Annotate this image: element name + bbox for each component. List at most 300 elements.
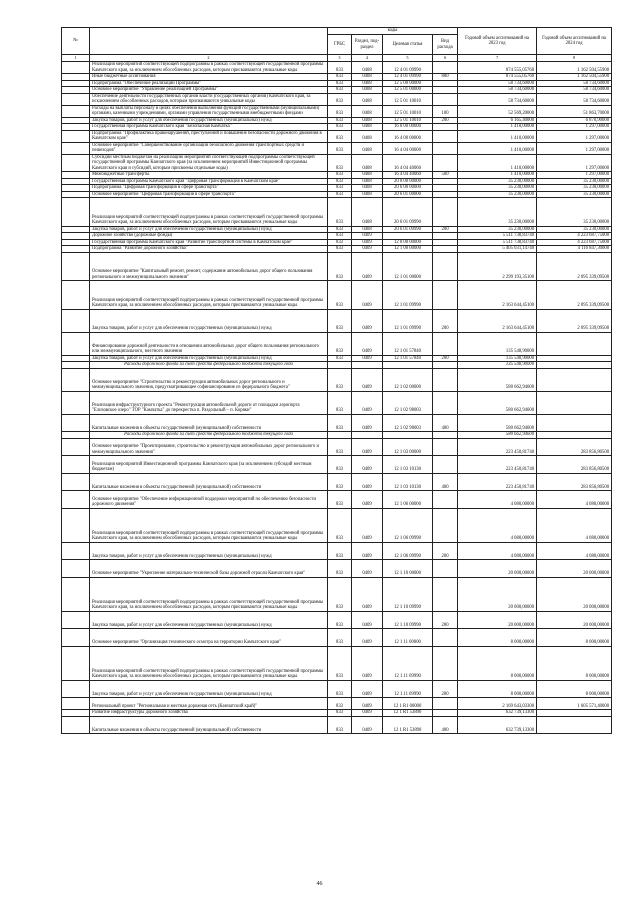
table-row (62, 130, 612, 142)
table-row (62, 710, 612, 717)
cell-section: 0409 (352, 368, 383, 391)
cell-kind: 400 (433, 716, 458, 734)
cell-target: 12 1 10 00000 (383, 560, 433, 578)
cell-kind (433, 281, 458, 310)
cell-grbs: 833 (328, 508, 352, 542)
cell-grbs: 833 (328, 710, 352, 717)
cell-number (62, 105, 90, 117)
cell-amount-2024: 8 000,00000 (537, 646, 612, 680)
budget-table (61, 27, 612, 734)
table-row (62, 716, 612, 734)
column-header-kind: Вид расхода (433, 35, 458, 55)
cell-name: Региональный проект "Региональная и местная дорожная сеть (Камчатский край)" (90, 698, 328, 710)
cell-amount-2023: 4 080,00000 (458, 491, 537, 509)
cell-kind (433, 508, 458, 542)
cell-amount-2023: 35 230,00000 (458, 178, 537, 185)
cell-amount-2024: 6 870,90000 (537, 117, 612, 124)
cell-kind (433, 368, 458, 391)
cell-name: Расходы дорожного фонда за счет средств федерального бюджета текущего года (90, 362, 328, 369)
cell-number (62, 611, 90, 629)
cell-name: Реализация мероприятий соответствующей подпрограммы в рамках соответствующей государственной программы Камчатского края, за исключением обособленных расходов, которым присваиваются уникальные коды (90, 62, 328, 74)
cell-number (62, 491, 90, 509)
cell-name: Реализация мероприятий соответствующей подпрограммы в рамках соответствующей государственной программы Камчатского края, за исключением обособленных расходов, которым присваиваются уникальные коды (90, 198, 328, 227)
table-row (62, 246, 612, 253)
cell-amount-2024: 2 095 339,09500 (537, 281, 612, 310)
cell-name: Основное мероприятие "Капитальный ремонт, ремонт, содержание автомобильных дорог общего пользования регионального и межмуниципального значения" (90, 252, 328, 281)
table-row (62, 93, 612, 105)
cell-target: 16 4 04 40060 (383, 172, 433, 179)
cell-name: Закупка товаров, работ и услуг для обеспечения государственных (муниципальных) нужд (90, 680, 328, 698)
cell-amount-2024: 35 230,00000 (537, 226, 612, 233)
cell-grbs: 833 (328, 178, 352, 185)
table-row (62, 646, 612, 680)
cell-amount-2023: 580 662,94600 (458, 414, 537, 432)
cell-amount-2024: 35 230,00000 (537, 191, 612, 198)
column-number: 2 (90, 55, 328, 62)
cell-amount-2024: 35 230,00000 (537, 198, 612, 227)
cell-name: Основное мероприятие "Строительство и реконструкция автомобильных дорог регионального и межмуниципального значения, предусматривающее софинансирование из федерального бюджета" (90, 368, 328, 391)
cell-amount-2023: 5 405 031,14740 (458, 246, 537, 253)
table-row (62, 542, 612, 560)
cell-section: 0409 (352, 716, 383, 734)
column-number: 4 (352, 55, 383, 62)
cell-amount-2024: 1 297,00000 (537, 142, 612, 154)
table-row (62, 680, 612, 698)
cell-section: 0408 (352, 198, 383, 227)
cell-kind (433, 93, 458, 105)
cell-number (62, 252, 90, 281)
cell-grbs: 833 (328, 198, 352, 227)
cell-amount-2024: 283 856,80500 (537, 438, 612, 456)
cell-amount-2023: 135 548,90000 (458, 355, 537, 362)
cell-grbs: 833 (328, 611, 352, 629)
cell-kind (433, 438, 458, 456)
cell-section: 0409 (352, 611, 383, 629)
cell-name: Реализация инфраструктурного проекта "Реконструкция автомобильной дороги от площадки аэропорта "Елизовское озеро" ТОР "Камчатка" до перекрестка п. Раздольный – п. Коряки" (90, 391, 328, 414)
cell-section: 0409 (352, 281, 383, 310)
cell-section: 0409 (352, 560, 383, 578)
cell-amount-2023: 580 662,94600 (458, 432, 537, 439)
table-row (62, 438, 612, 456)
cell-kind: 400 (433, 473, 458, 491)
cell-amount-2023: 580 662,94600 (458, 368, 537, 391)
cell-kind: 500 (433, 172, 458, 179)
cell-amount-2023: 1 410,00000 (458, 130, 537, 142)
table-row (62, 62, 612, 74)
cell-grbs: 833 (328, 185, 352, 192)
table-row (62, 142, 612, 154)
cell-amount-2023: 2 163 644,45100 (458, 309, 537, 332)
cell-grbs: 833 (328, 309, 352, 332)
cell-kind (433, 142, 458, 154)
cell-amount-2023: 1 410,00000 (458, 154, 537, 172)
cell-name: Государственная программа Камчатского края "Развитие транспортной системы в Камчатском крае" (90, 239, 328, 246)
table-row (62, 577, 612, 611)
column-number: 6 (433, 55, 458, 62)
cell-amount-2023: 20 000,00000 (458, 560, 537, 578)
column-header-target: Целевая статья (383, 35, 433, 55)
cell-name: Субсидии местным бюджетам на реализацию мероприятий соответствующей подпрограммы соответствующей государственной программы Камчатского края (за исключением мероприятий Инвестиционной программы Камчатского края и субсидий, которым присвоены отдельные коды) (90, 154, 328, 172)
cell-name: Закупка товаров, работ и услуг для обеспечения государственных (муниципальных) нужд (90, 355, 328, 362)
column-header-2024: Годовой объем ассигнований на 2024 год (537, 28, 612, 55)
cell-number (62, 142, 90, 154)
table-row (62, 355, 612, 362)
cell-grbs: 833 (328, 226, 352, 233)
cell-amount-2024: 4 223 687,75000 (537, 239, 612, 246)
cell-kind: 100 (433, 105, 458, 117)
cell-section: 0409 (352, 698, 383, 710)
column-header-number: № (62, 28, 90, 55)
cell-target: 12 1 02 98003 (383, 391, 433, 414)
cell-number (62, 680, 90, 698)
cell-grbs: 833 (328, 154, 352, 172)
cell-amount-2024: 1 297,00000 (537, 154, 612, 172)
column-number: 1 (62, 55, 90, 62)
cell-target: 12 1 R1 00000 (383, 698, 433, 710)
cell-name: Закупка товаров, работ и услуг для обеспечения государственных (муниципальных) нужд (90, 226, 328, 233)
cell-number (62, 309, 90, 332)
cell-amount-2024: 20 000,00000 (537, 577, 612, 611)
cell-amount-2024: 1 297,00000 (537, 130, 612, 142)
cell-number (62, 130, 90, 142)
cell-amount-2024: 2 095 339,09500 (537, 309, 612, 332)
cell-name: Основное мероприятие "Совершенствование организации безопасного движения транспортных средств и пешеходов" (90, 142, 328, 154)
cell-name: Обеспечение деятельности государственных органов власти (государственных органов) Камчатского края, за исключением обособленных расходов, которым присваиваются уникальные коды (90, 93, 328, 105)
table-row (62, 332, 612, 355)
cell-number (62, 154, 90, 172)
cell-amount-2024: 35 230,00000 (537, 185, 612, 192)
cell-kind: 200 (433, 542, 458, 560)
cell-target: 12 1 R1 53890 (383, 710, 433, 717)
cell-amount-2023: 20 000,00000 (458, 577, 537, 611)
cell-target: 12 0 00 00000 (383, 239, 433, 246)
cell-kind (433, 698, 458, 710)
table-row (62, 185, 612, 192)
column-group-codes: коды (328, 28, 458, 35)
cell-section: 0409 (352, 646, 383, 680)
cell-amount-2024: 4 223 687,75000 (537, 233, 612, 240)
cell-grbs: 833 (328, 368, 352, 391)
table-row (62, 239, 612, 246)
cell-amount-2024: 4 080,00000 (537, 542, 612, 560)
cell-name: Подпрограмма "Профилактика правонарушений, преступлений и повышение безопасности дорожного движения в Камчатском крае" (90, 130, 328, 142)
cell-target: 16 4 04 40060 (383, 154, 433, 172)
cell-name: Дорожное хозяйство (дорожные фонды) (90, 233, 328, 240)
cell-kind: 800 (433, 74, 458, 81)
cell-name: Государственная программа Камчатского края "Безопасная Камчатка" (90, 124, 328, 131)
cell-target: 16 4 00 00000 (383, 130, 433, 142)
cell-section: 0409 (352, 710, 383, 717)
cell-grbs: 833 (328, 680, 352, 698)
cell-amount-2023: 35 230,00000 (458, 226, 537, 233)
cell-grbs: 833 (328, 62, 352, 74)
cell-kind (433, 629, 458, 647)
cell-amount-2024 (537, 414, 612, 432)
cell-section: 0409 (352, 246, 383, 253)
cell-amount-2024: 20 000,00000 (537, 611, 612, 629)
table-row (62, 368, 612, 391)
cell-grbs: 833 (328, 142, 352, 154)
cell-number (62, 698, 90, 710)
cell-amount-2023: 874 555,05760 (458, 74, 537, 81)
cell-kind (433, 456, 458, 474)
cell-name: Иные бюджетные ассигнования (90, 74, 328, 81)
cell-grbs: 833 (328, 117, 352, 124)
cell-section: 0408 (352, 74, 383, 81)
cell-name: Расходы на выплаты персоналу в целях обеспечения выполнения функций государственными (муниципальными) органами, казенными учреждениями, органами управления государственными внебюджетными фондами (90, 105, 328, 117)
cell-kind (433, 491, 458, 509)
cell-number (62, 438, 90, 456)
cell-section: 0408 (352, 191, 383, 198)
column-number: 3 (328, 55, 352, 62)
cell-amount-2023: 52 569,20000 (458, 105, 537, 117)
cell-amount-2023: 223 450,81740 (458, 456, 537, 474)
cell-target: 12 1 03 10130 (383, 473, 433, 491)
table-row (62, 226, 612, 233)
cell-section: 0409 (352, 332, 383, 355)
cell-amount-2023: 6 165,40000 (458, 117, 537, 124)
column-header-grbs: ГРБС (328, 35, 352, 55)
cell-section: 0409 (352, 239, 383, 246)
cell-amount-2023: 8 000,00000 (458, 629, 537, 647)
cell-section: 0408 (352, 142, 383, 154)
document-sheet (61, 27, 611, 734)
table-row (62, 154, 612, 172)
cell-number (62, 332, 90, 355)
cell-amount-2024: 1 605 571,40000 (537, 698, 612, 710)
cell-amount-2023: 1 410,00000 (458, 142, 537, 154)
cell-name: Капитальные вложения в объекты государственной (муниципальной) собственности (90, 414, 328, 432)
cell-amount-2024: 35 230,00000 (537, 178, 612, 185)
table-row (62, 281, 612, 310)
cell-section: 0409 (352, 473, 383, 491)
cell-number (62, 281, 90, 310)
column-header-name (90, 28, 328, 55)
cell-amount-2023: 5 511 738,83740 (458, 239, 537, 246)
cell-amount-2024: 2 095 339,09500 (537, 252, 612, 281)
cell-target: 12 5 01 10010 (383, 117, 433, 124)
cell-section: 0409 (352, 414, 383, 432)
cell-amount-2023: 8 000,00000 (458, 646, 537, 680)
cell-target: 12 1 11 09990 (383, 680, 433, 698)
cell-amount-2023: 1 410,00000 (458, 172, 537, 179)
cell-target: 16 4 04 00000 (383, 142, 433, 154)
cell-number (62, 508, 90, 542)
cell-amount-2024: 58 734,60000 (537, 80, 612, 87)
cell-number (62, 646, 90, 680)
table-row (62, 198, 612, 227)
cell-section: 0408 (352, 117, 383, 124)
cell-kind (433, 62, 458, 74)
cell-grbs: 833 (328, 391, 352, 414)
cell-amount-2023: 632 739,13300 (458, 716, 537, 734)
cell-target: 12 1 00 00000 (383, 246, 433, 253)
cell-amount-2024: 8 000,00000 (537, 629, 612, 647)
cell-target: 12 5 01 00000 (383, 87, 433, 94)
cell-name: Развитие инфраструктуры дорожного хозяйства (90, 710, 328, 717)
cell-name: Финансирование дорожной деятельности в отношении автомобильных дорог общего пользования регионального или межмуниципального, местного значения (90, 332, 328, 355)
cell-amount-2024: 283 856,80500 (537, 456, 612, 474)
cell-target: 12 1 10 09990 (383, 577, 433, 611)
cell-target: 12 1 02 98003 (383, 414, 433, 432)
table-row (62, 233, 612, 240)
cell-target: 12 1 01 57840 (383, 332, 433, 355)
cell-grbs: 833 (328, 233, 352, 240)
cell-number (62, 414, 90, 432)
cell-name: Основное мероприятие "Организация технического осмотра на территории Камчатского края" (90, 629, 328, 647)
cell-amount-2024: 1 297,00000 (537, 172, 612, 179)
cell-kind: 200 (433, 611, 458, 629)
cell-name: Капитальные вложения в объекты государственной (муниципальной) собственности (90, 473, 328, 491)
cell-name: Подпрограмма "Цифровая трансформация в сфере транспорта" (90, 185, 328, 192)
table-row (62, 456, 612, 474)
table-row (62, 414, 612, 432)
cell-grbs: 833 (328, 80, 352, 87)
cell-name: Реализация мероприятий соответствующей подпрограммы в рамках соответствующей государственной программы Камчатского края, за исключением обособленных расходов, которым присваиваются уникальные коды (90, 508, 328, 542)
cell-name: Основное мероприятие "Проектирование, строительство и реконструкция автомобильных дорог регионального и межмуниципального значения" (90, 438, 328, 456)
table-row (62, 508, 612, 542)
cell-kind: 400 (433, 414, 458, 432)
cell-section: 0409 (352, 491, 383, 509)
cell-number (62, 391, 90, 414)
cell-amount-2023: 1 410,00000 (458, 124, 537, 131)
cell-number (62, 473, 90, 491)
cell-section: 0409 (352, 309, 383, 332)
table-row (62, 491, 612, 509)
cell-grbs: 833 (328, 629, 352, 647)
cell-grbs: 833 (328, 332, 352, 355)
cell-name: Государственная программа Камчатского края "Цифровая трансформация в Камчатском крае" (90, 178, 328, 185)
cell-name: Основное мероприятие "Цифровая трансформация в сфере транспорта" (90, 191, 328, 198)
cell-section: 0408 (352, 124, 383, 131)
cell-target: 12 1 06 09990 (383, 542, 433, 560)
cell-target: 12 1 R1 53890 (383, 716, 433, 734)
column-number: 8 (537, 55, 612, 62)
cell-amount-2024: 51 863,70000 (537, 105, 612, 117)
cell-amount-2023: 135 548,90000 (458, 362, 537, 369)
cell-kind: 200 (433, 355, 458, 362)
cell-section: 0409 (352, 577, 383, 611)
cell-name: Закупка товаров, работ и услуг для обеспечения государственных (муниципальных) нужд (90, 611, 328, 629)
cell-kind: 200 (433, 680, 458, 698)
column-number: 5 (383, 55, 433, 62)
column-header-section: Раздел, под-раздел (352, 35, 383, 55)
cell-grbs: 833 (328, 698, 352, 710)
cell-target: 12 1 01 09990 (383, 309, 433, 332)
cell-number (62, 198, 90, 227)
cell-section: 0409 (352, 456, 383, 474)
cell-name: Расходы дорожного фонда за счет средств федерального бюджета текущего года (90, 432, 328, 439)
cell-section: 0408 (352, 185, 383, 192)
cell-target: 20 6 00 00000 (383, 185, 433, 192)
table-row (62, 178, 612, 185)
cell-name: Реализация мероприятий соответствующей подпрограммы в рамках соответствующей государственной программы Камчатского края, за исключением обособленных расходов, которым присваиваются уникальные коды (90, 646, 328, 680)
cell-target: 20 6 01 09990 (383, 198, 433, 227)
cell-section: 0408 (352, 154, 383, 172)
table-row (62, 191, 612, 198)
cell-grbs: 833 (328, 456, 352, 474)
cell-target: 12 5 01 10010 (383, 93, 433, 105)
cell-grbs: 833 (328, 577, 352, 611)
cell-number (62, 456, 90, 474)
cell-target: 12 1 02 00000 (383, 368, 433, 391)
column-header-2023: Годовой объем ассигнований на 2023 год (458, 28, 537, 55)
cell-kind (433, 577, 458, 611)
cell-amount-2023: 2 163 644,45100 (458, 281, 537, 310)
cell-amount-2024: 58 734,60000 (537, 93, 612, 105)
cell-amount-2024: 8 000,00000 (537, 680, 612, 698)
cell-kind (433, 560, 458, 578)
cell-amount-2023: 35 230,00000 (458, 198, 537, 227)
cell-target: 16 0 00 00000 (383, 124, 433, 131)
table-row (62, 309, 612, 332)
cell-section: 0409 (352, 391, 383, 414)
cell-grbs: 833 (328, 74, 352, 81)
cell-number (62, 629, 90, 647)
cell-amount-2023: 2 169 643,03300 (458, 698, 537, 710)
cell-kind (433, 252, 458, 281)
cell-grbs: 833 (328, 491, 352, 509)
cell-grbs: 833 (328, 191, 352, 198)
cell-section: 0408 (352, 87, 383, 94)
cell-grbs: 833 (328, 87, 352, 94)
cell-grbs: 833 (328, 124, 352, 131)
cell-amount-2024: 283 856,80500 (537, 473, 612, 491)
cell-amount-2023: 2 299 193,35100 (458, 252, 537, 281)
cell-number (62, 62, 90, 74)
cell-section: 0408 (352, 105, 383, 117)
cell-target: 12 1 01 57840 (383, 355, 433, 362)
cell-amount-2023: 4 080,00000 (458, 542, 537, 560)
cell-amount-2023: 580 662,94600 (458, 391, 537, 414)
cell-kind (433, 198, 458, 227)
cell-name: Реализация мероприятий соответствующей подпрограммы в рамках соответствующей государственной программы Камчатского края, за исключением обособленных расходов, которым присваиваются уникальные коды (90, 281, 328, 310)
cell-grbs: 833 (328, 239, 352, 246)
cell-target: 20 0 00 00000 (383, 178, 433, 185)
cell-grbs: 833 (328, 252, 352, 281)
cell-name: Капитальные вложения в объекты государственной (муниципальной) собственности (90, 716, 328, 734)
cell-amount-2024: 4 116 847,30000 (537, 246, 612, 253)
cell-amount-2023: 58 734,60000 (458, 93, 537, 105)
cell-section: 0409 (352, 629, 383, 647)
cell-section: 0408 (352, 130, 383, 142)
cell-name: Подпрограмма "Обеспечение реализации Программы" (90, 80, 328, 87)
cell-target: 12 1 06 09990 (383, 508, 433, 542)
cell-section: 0408 (352, 178, 383, 185)
cell-amount-2023: 4 080,00000 (458, 508, 537, 542)
cell-number (62, 716, 90, 734)
cell-grbs: 833 (328, 716, 352, 734)
cell-number (62, 577, 90, 611)
cell-amount-2024: 1 297,00000 (537, 124, 612, 131)
table-row (62, 172, 612, 179)
table-row (62, 252, 612, 281)
cell-amount-2024: 1 162 504,55900 (537, 74, 612, 81)
cell-target: 12 1 03 10130 (383, 456, 433, 474)
table-row (62, 611, 612, 629)
cell-name: Основное мероприятие "Управление реализацией Программы" (90, 87, 328, 94)
cell-target: 12 1 01 00000 (383, 252, 433, 281)
table-body (62, 62, 612, 734)
cell-number (62, 542, 90, 560)
cell-section: 0408 (352, 80, 383, 87)
cell-amount-2024 (537, 332, 612, 355)
cell-amount-2024: 20 000,00000 (537, 560, 612, 578)
cell-target: 20 6 01 00000 (383, 191, 433, 198)
cell-grbs: 833 (328, 438, 352, 456)
cell-target: 12 1 10 09990 (383, 611, 433, 629)
cell-grbs: 833 (328, 646, 352, 680)
